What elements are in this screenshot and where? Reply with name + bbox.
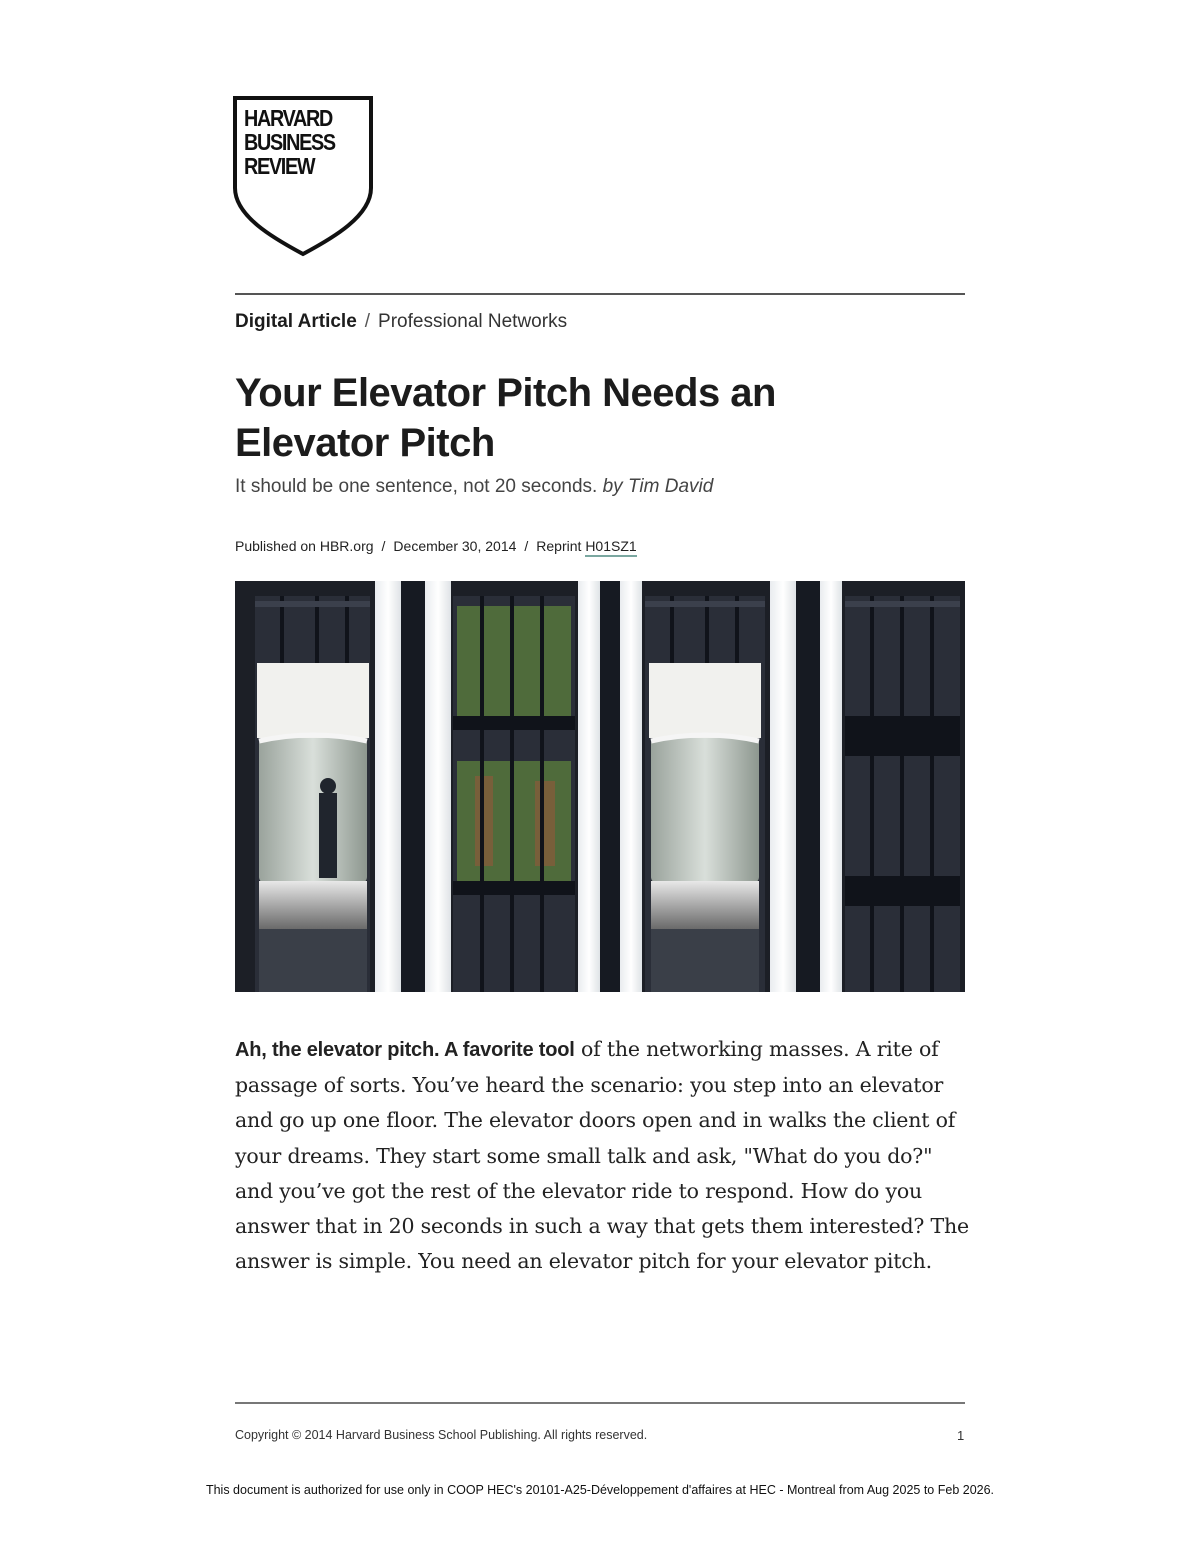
logo-line: BUSINESS	[244, 129, 335, 155]
publish-date: December 30, 2014	[393, 538, 517, 554]
lead-in-text: Ah, the elevator pitch. A favorite tool	[235, 1039, 575, 1061]
footer-divider	[235, 1402, 965, 1404]
published-label: Published on HBR.org	[235, 538, 374, 554]
meta-separator: /	[524, 538, 529, 554]
page-number: 1	[957, 1428, 965, 1443]
reprint-code-link[interactable]: H01SZ1	[585, 538, 636, 557]
logo-line: REVIEW	[244, 153, 315, 179]
header-divider	[235, 293, 965, 295]
copyright-notice: Copyright © 2014 Harvard Business School Publishing. All rights reserved.	[235, 1428, 648, 1442]
breadcrumb	[235, 311, 567, 333]
article-type: Digital Article	[235, 311, 357, 332]
publication-meta	[235, 538, 637, 554]
hero-image	[235, 581, 965, 992]
article-dek	[235, 476, 713, 498]
breadcrumb-separator: /	[364, 311, 371, 332]
meta-separator: /	[381, 538, 386, 554]
byline: by Tim David	[602, 476, 714, 497]
article-body-paragraph	[235, 1032, 970, 1279]
article-title: Your Elevator Pitch Needs an Elevator Pitch	[235, 371, 776, 465]
paragraph-text: of the networking masses. A rite of passage of sorts. You’ve heard the scenario: you step into an elevator and go up one floor. The elevator doors open and in walks the client of your dreams. They start some small talk and ask, "What do you do?" and you’ve got the rest of the elevator ride to respond. How do you answer that in 20 seconds in such a way that gets them interested? The answer is simple. You need an elevator pitch for your elevator pitch.	[235, 1037, 969, 1274]
logo-wordmark	[244, 106, 335, 178]
glass-elevators-photo	[235, 581, 965, 992]
logo-line: HARVARD	[244, 105, 333, 131]
authorization-watermark: This document is authorized for use only in COOP HEC's 20101-A25-Développement d'affaires at HEC - Montreal from Aug 2025 to Feb 2026.	[205, 1483, 995, 1497]
hbr-logo	[233, 96, 375, 258]
article-topic-link[interactable]: Professional Networks	[378, 311, 568, 332]
reprint-label: Reprint	[536, 538, 582, 554]
dek-text: It should be one sentence, not 20 seconds.	[235, 476, 598, 497]
